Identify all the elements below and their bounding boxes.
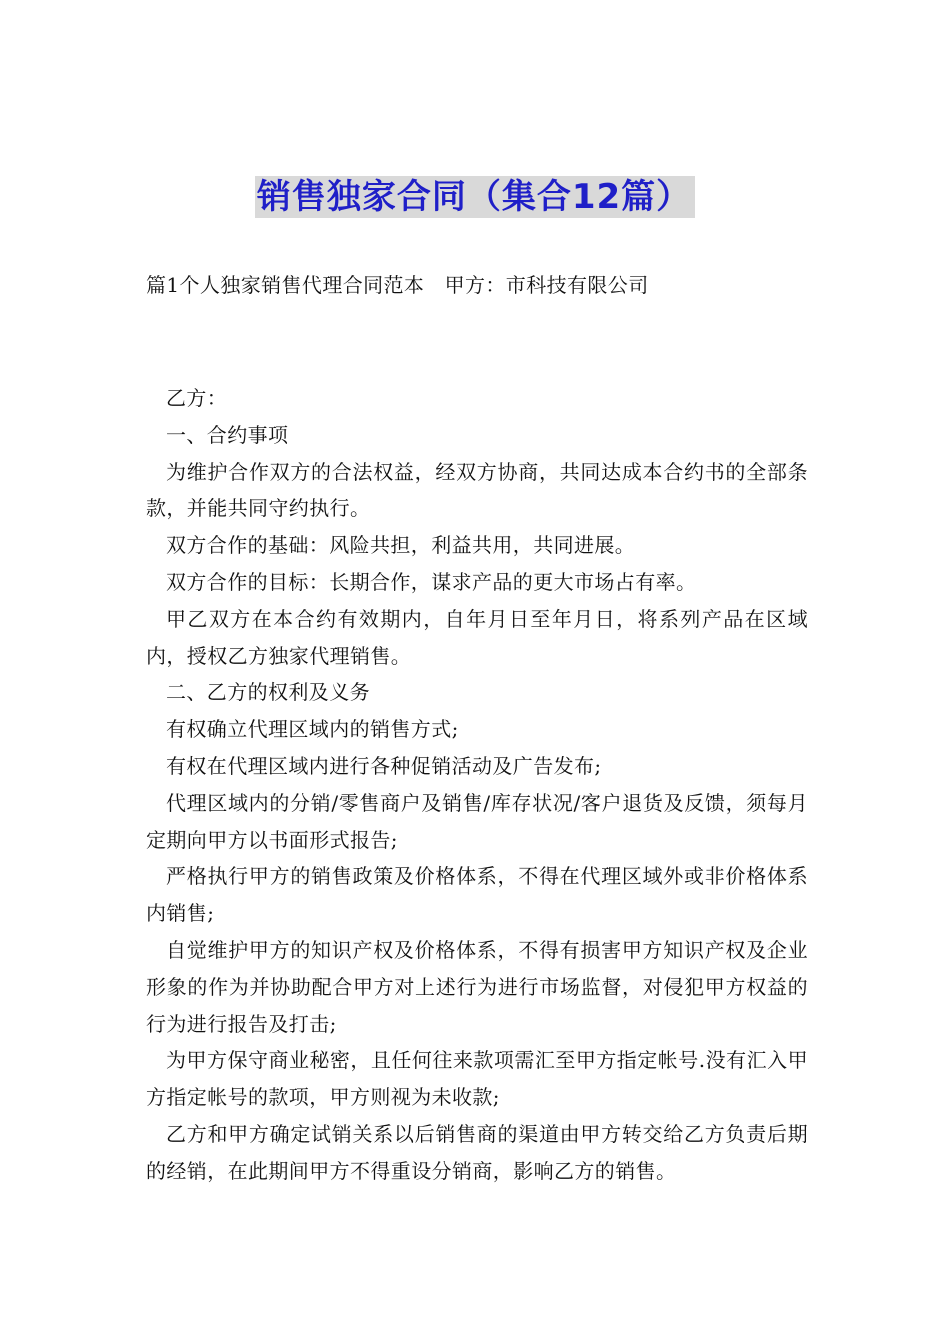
document-body: [146, 380, 808, 1190]
paragraph: 自觉维护甲方的知识产权及价格体系，不得有损害甲方知识产权及企业形象的作为并协助配合甲方对上述行为进行市场监督，对侵犯甲方权益的行为进行报告及打击;: [146, 937, 808, 1036]
paragraph: 乙方和甲方确定试销关系以后销售商的渠道由甲方转交给乙方负责后期的经销，在此期间甲方不得重设分销商，影响乙方的销售。: [146, 1121, 808, 1183]
section-heading: 一、合约事项: [166, 422, 289, 447]
paragraph: 双方合作的基础：风险共担，利益共用，共同进展。: [166, 533, 636, 558]
document-title: 销售独家合同（集合12篇）: [255, 176, 695, 218]
paragraph: 有权确立代理区域内的销售方式;: [166, 717, 459, 742]
paragraph: 有权在代理区域内进行各种促销活动及广告发布;: [166, 753, 602, 778]
section-heading: 二、乙方的权利及义务: [166, 680, 370, 705]
document-subtitle: 篇1个人独家销售代理合同范本 甲方：市科技有限公司: [146, 273, 649, 297]
paragraph: 为维护合作双方的合法权益，经双方协商，共同达成本合约书的全部条款，并能共同守约执行。: [146, 459, 808, 521]
paragraph: 甲乙双方在本合约有效期内，自年月日至年月日，将系列产品在区域内，授权乙方独家代理销售。: [146, 606, 808, 668]
paragraph: 乙方：: [166, 386, 228, 410]
paragraph: 双方合作的目标：长期合作，谋求产品的更大市场占有率。: [166, 569, 697, 594]
paragraph: 为甲方保守商业秘密，且任何往来款项需汇至甲方指定帐号.没有汇入甲方指定帐号的款项，甲方则视为未收款;: [146, 1048, 808, 1110]
title-container: [0, 176, 950, 218]
paragraph: 代理区域内的分销/零售商户及销售/库存状况/客户退货及反馈，须每月定期向甲方以书面形式报告;: [146, 790, 808, 852]
paragraph: 严格执行甲方的销售政策及价格体系，不得在代理区域外或非价格体系内销售;: [146, 864, 808, 926]
